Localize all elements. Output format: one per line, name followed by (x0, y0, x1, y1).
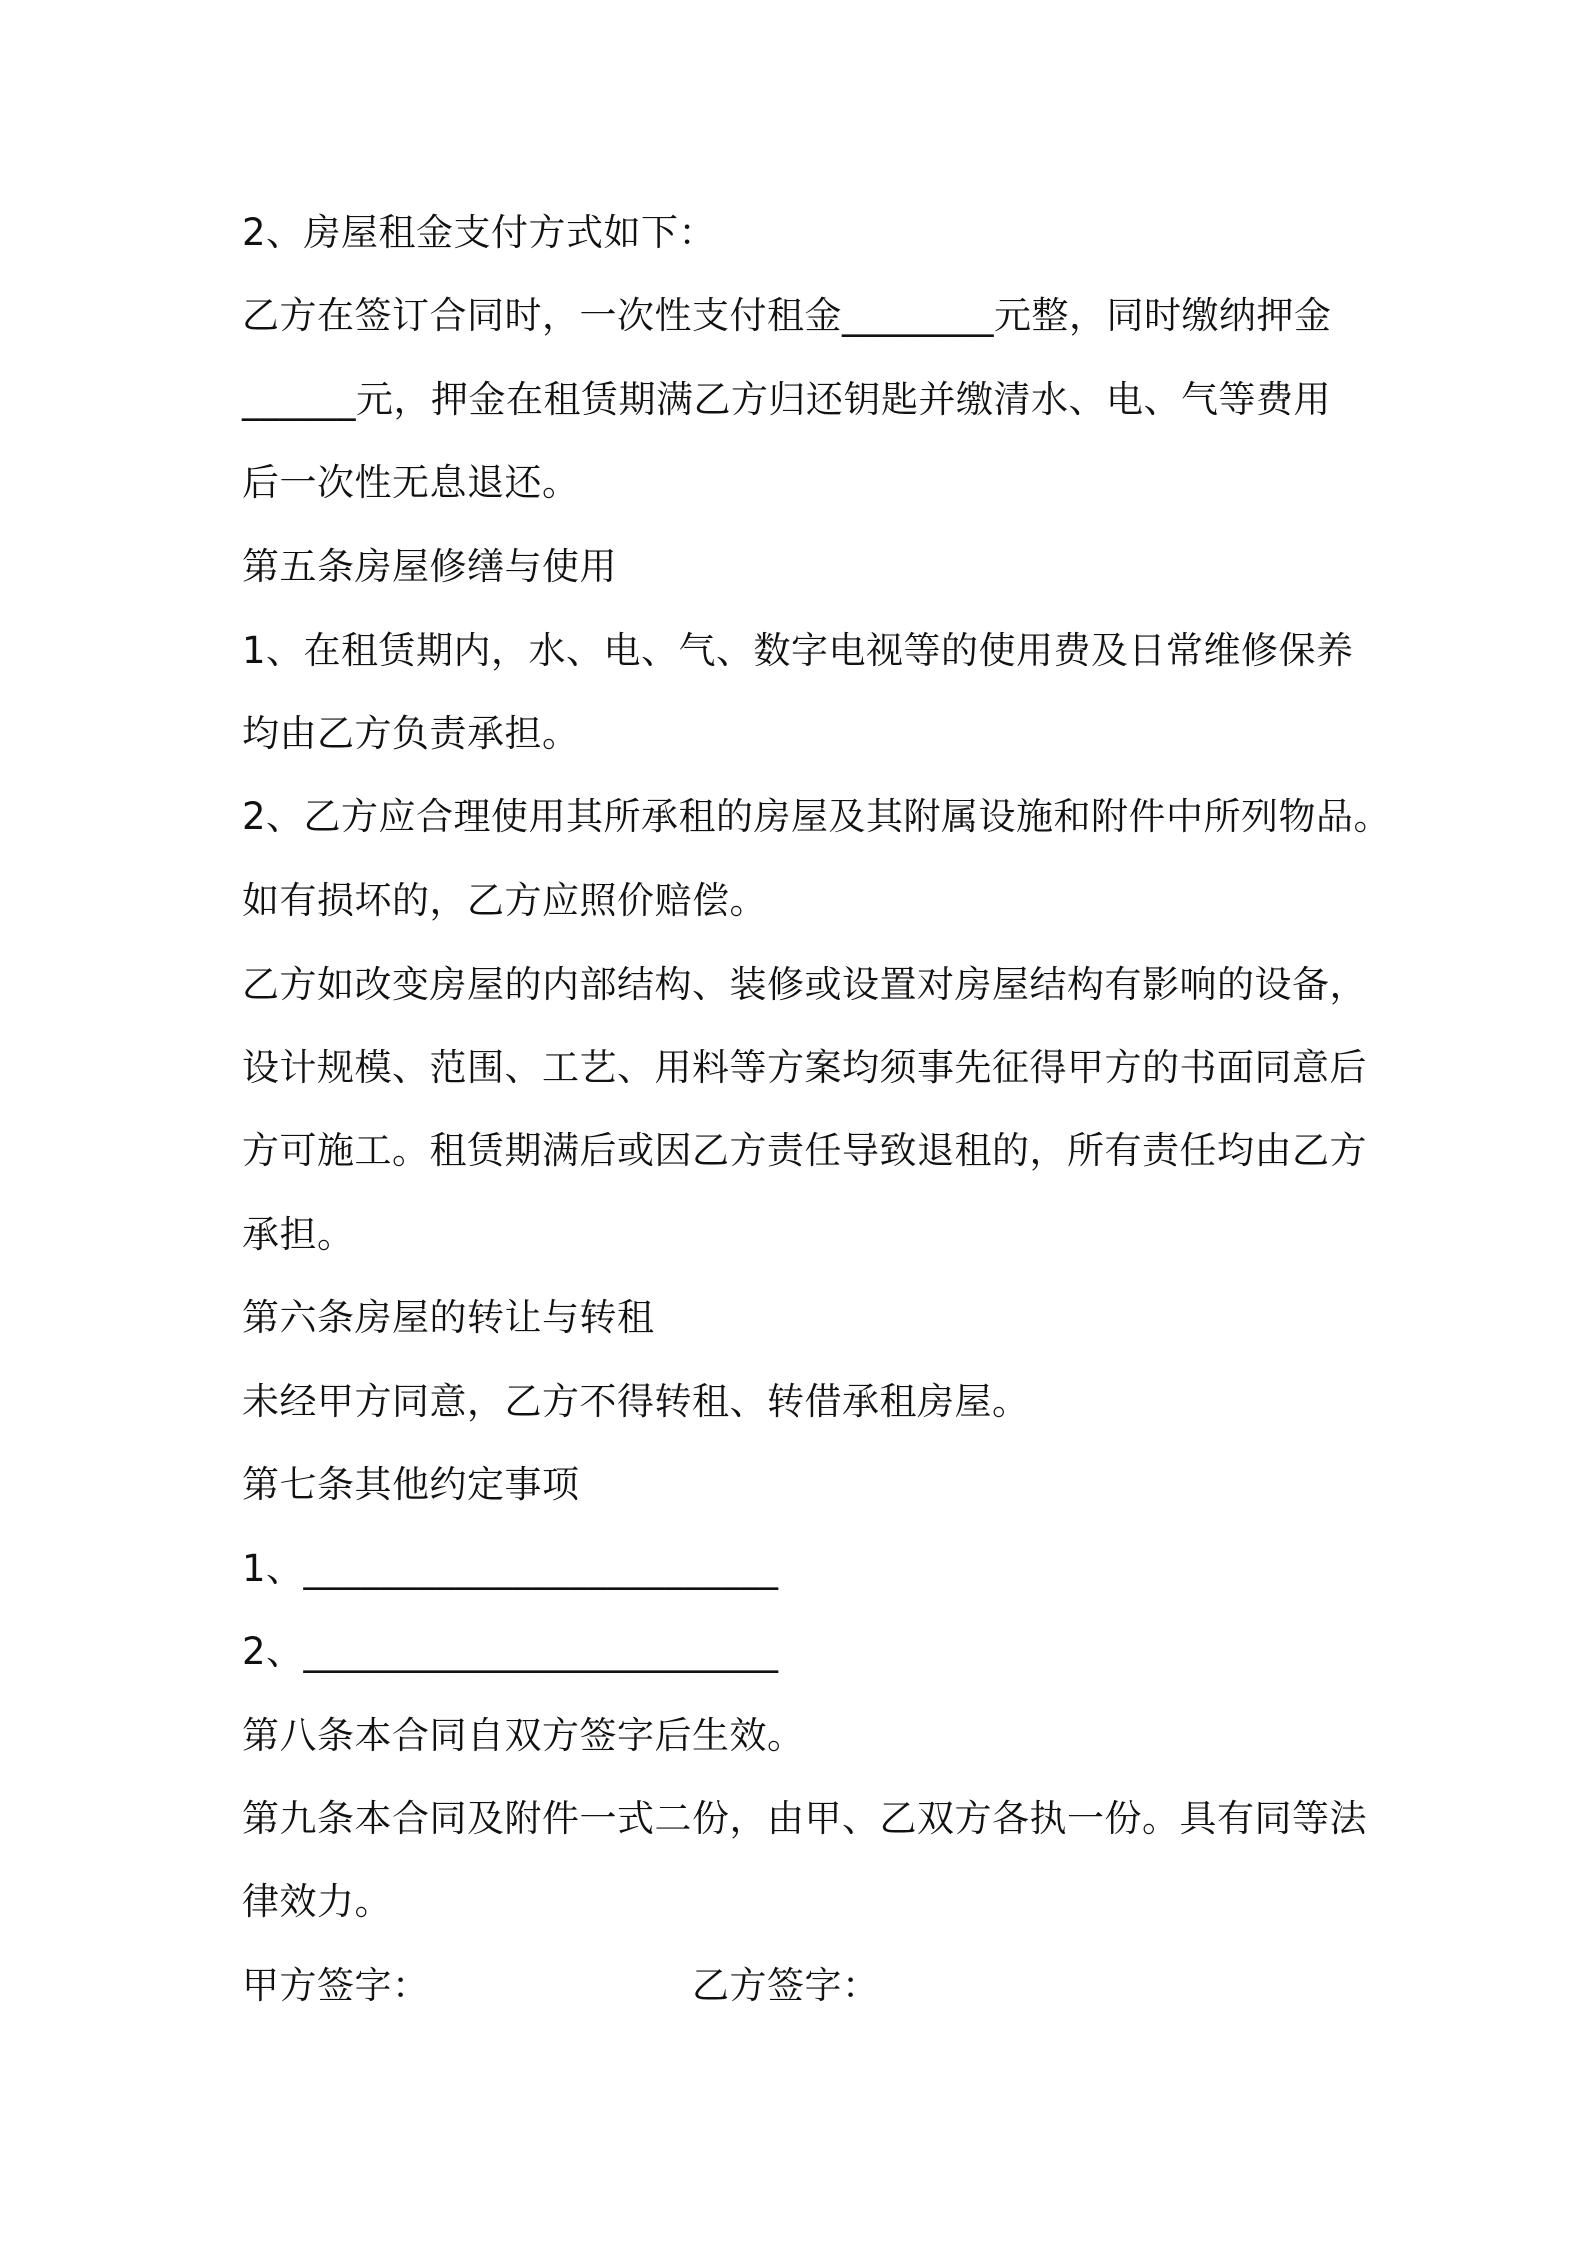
party-b-signature-label: 乙方签字： (692, 1964, 880, 2007)
payment-clause-line-3: 后一次性无息退还。 (242, 461, 580, 504)
article-9-line-2: 律效力。 (242, 1880, 392, 1923)
article-5-structure-line-2: 设计规模、范围、工艺、用料等方案均须事先征得甲方的书面同意后 (242, 1046, 1367, 1089)
article-5-item-2-line-2: 如有损坏的，乙方应照价赔偿。 (242, 879, 767, 922)
article-5-heading: 第五条房屋修缮与使用 (242, 545, 617, 588)
article-5-structure-line-1: 乙方如改变房屋的内部结构、装修或设置对房屋结构有影响的设备， (242, 963, 1367, 1006)
payment-clause-line-1: 乙方在签订合同时，一次性支付租金________元整，同时缴纳押金 (242, 294, 1332, 337)
article-5-structure-line-4: 承担。 (242, 1213, 355, 1256)
payment-clause-line-2: ______元，押金在租赁期满乙方归还钥匙并缴清水、电、气等费用 (242, 378, 1331, 421)
article-7-heading: 第七条其他约定事项 (242, 1463, 580, 1506)
article-7-item-1-blank: 1、_________________________ (242, 1547, 779, 1590)
article-5-structure-line-3: 方可施工。租赁期满后或因乙方责任导致退租的，所有责任均由乙方 (242, 1129, 1367, 1172)
article-5-item-1-line-2: 均由乙方负责承担。 (242, 712, 580, 755)
article-7-item-2-blank: 2、_________________________ (242, 1630, 779, 1673)
party-a-signature-label: 甲方签字： (242, 1964, 430, 2007)
payment-method-heading: 2、房屋租金支付方式如下： (242, 211, 717, 254)
article-5-item-1-line-1: 1、在租赁期内，水、电、气、数字电视等的使用费及日常维修保养 (242, 629, 1354, 672)
article-6-heading: 第六条房屋的转让与转租 (242, 1296, 655, 1339)
article-8: 第八条本合同自双方签字后生效。 (242, 1714, 805, 1757)
article-5-item-2-line-1: 2、乙方应合理使用其所承租的房屋及其附属设施和附件中所列物品。 (242, 795, 1392, 838)
article-9-line-1: 第九条本合同及附件一式二份，由甲、乙双方各执一份。具有同等法 (242, 1797, 1367, 1840)
article-6-body: 未经甲方同意，乙方不得转租、转借承租房屋。 (242, 1380, 1030, 1423)
